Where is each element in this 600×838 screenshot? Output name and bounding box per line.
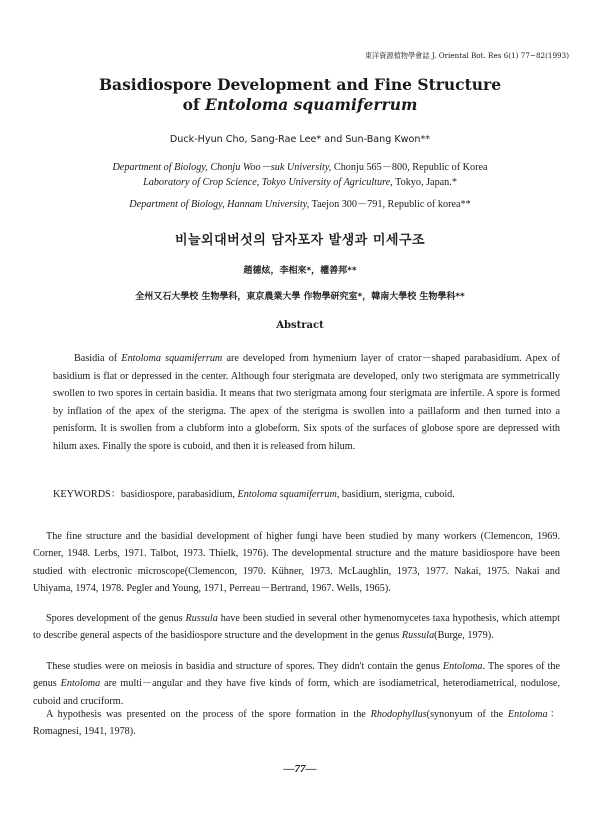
keywords [53, 485, 560, 500]
affiliation-1-dept: Department of Biology, Chonju Woo－suk University, [112, 162, 332, 173]
journal-pages: 77~82(1993) [520, 51, 569, 60]
p2-part-a: Spores development of the genus [46, 613, 186, 624]
p4-genus: Rhodophyllus [370, 709, 427, 720]
korean-title: 비늘외대버섯의 담자포자 발생과 미세구조 [174, 233, 426, 248]
affiliation-3 [0, 195, 600, 210]
body-paragraph-1: The fine structure and the basidial development of higher fungi have been studied by many workers (Clemencon, 1969. Corner, 1948. Lerbs, 1971. Talbot, 1973. Thielk, 1976). The developmental structure and the mature basidiospore have been studied with electronic microscope(Clemencon, 1970. Kühner, 1973. McLaughlin, 1973, 1977. Nakai, 1975. Nakai and Uhiyama, 1974, 1978. Pegler and Young, 1971, Perreau－Bertrand, 1967. Wells, 1965). [33, 531, 560, 594]
p4-part-c: ：Romagnesi, 1941, 1978). [33, 709, 561, 738]
p2-part-b: have been studied in several other hymenomycetes taxa hypothesis, which attempt to describe general aspects of the basidiospore structure and the development in the genus [33, 613, 560, 642]
affiliation-3-location: Taejon 300－791, Republic of korea** [309, 199, 471, 210]
body-paragraph-2 [33, 610, 560, 645]
journal-name-korean: 東洋資源植物學會誌 [364, 51, 430, 60]
abstract-part-2: are developed from hymenium layer of crator－shaped parabasidium. Apex of basidium is flat or depressed in the center. Although four sterigmata are developed, only two sterigmata are symmetrically swollen to two spores in certain basidia. It means that two sterigmata among four sterigmata are infertile. A spore is formed by inflation of the apex of the sterigma. The apex of the sterigma is swollen into a paillaform and then turned into a penisform. It is swollen from a clubform into a globeform. Six spots of the surfaces of globose spore are depressed with hilum axes. Finally the spore is cuboid, and then it is released from hilum. [53, 353, 560, 452]
author-list: Duck-Hyun Cho, Sang-Rae Lee* and Sun-Bang Kwon** [169, 134, 431, 145]
affiliation-2-dept: Laboratory of Crop Science, Tokyo University of Agriculture, [143, 177, 393, 188]
affiliation-1 [0, 158, 600, 173]
body-paragraph-4 [33, 706, 560, 741]
body-paragraph-3 [33, 658, 560, 710]
journal-volume: 6(1) [503, 51, 519, 60]
keywords-part-1: basidiospore, parabasidium, [120, 489, 238, 500]
p3-part-a: These studies were on meiosis in basidia and structure of spores. They didn't contain the genus [46, 661, 443, 672]
p4-part-b: (synonyum of the [426, 709, 508, 720]
page-number: —77— [283, 763, 317, 775]
abstract-heading: Abstract [276, 320, 324, 331]
keywords-label: KEYWORDS： [53, 489, 121, 500]
hanja-author-names: 趙德炫，李相來*，權善邦** [243, 266, 357, 276]
journal-name-english: J. Oriental Bot. Res [431, 51, 502, 60]
affiliation-3-dept: Department of Biology, Hannam University, [129, 199, 310, 210]
affiliation-2 [0, 177, 600, 188]
p3-genus: Entoloma [442, 661, 483, 672]
affiliation-2-location: Tokyo, Japan.* [392, 177, 457, 188]
p3-part-c: are multi－angular and they have five kinds of form, which are isodiametrical, heterodiametrical, nodulose, cuboid and cruciform. [33, 678, 560, 707]
p2-genus: Russula [185, 613, 218, 624]
p2-genus-2: Russula [401, 630, 435, 642]
paper-title-line1: Basidiospore Development and Fine Structure [98, 75, 502, 94]
p3-genus-2: Entoloma [60, 678, 101, 690]
hanja-affiliations: 全州又石大學校 生物學科，東京農業大學 作物學研究室*，韓南大學校 生物學科** [135, 292, 465, 302]
title-species: Entoloma squamiferrum [205, 95, 418, 114]
abstract-text [53, 350, 560, 456]
affiliation-1-location: Chonju 565－800, Republic of Korea [331, 162, 488, 173]
title-of: of [182, 95, 206, 114]
p3-part-b: . The spores of the genus [33, 661, 560, 690]
p4-genus-2: Entoloma [507, 709, 548, 720]
p4-part-a: A hypothesis was presented on the process of the spore formation in the [46, 709, 371, 720]
keywords-part-2: , basidium, sterigma, cuboid. [336, 489, 455, 500]
abstract-species: Entoloma squamiferrum [121, 353, 223, 364]
journal-header [365, 51, 569, 61]
keywords-species: Entoloma squamiferrum [237, 489, 337, 500]
p2-part-c: (Burge, 1979). [434, 630, 494, 642]
abstract-part-1: Basidia of [74, 353, 122, 364]
paper-title-line2 [0, 95, 600, 115]
